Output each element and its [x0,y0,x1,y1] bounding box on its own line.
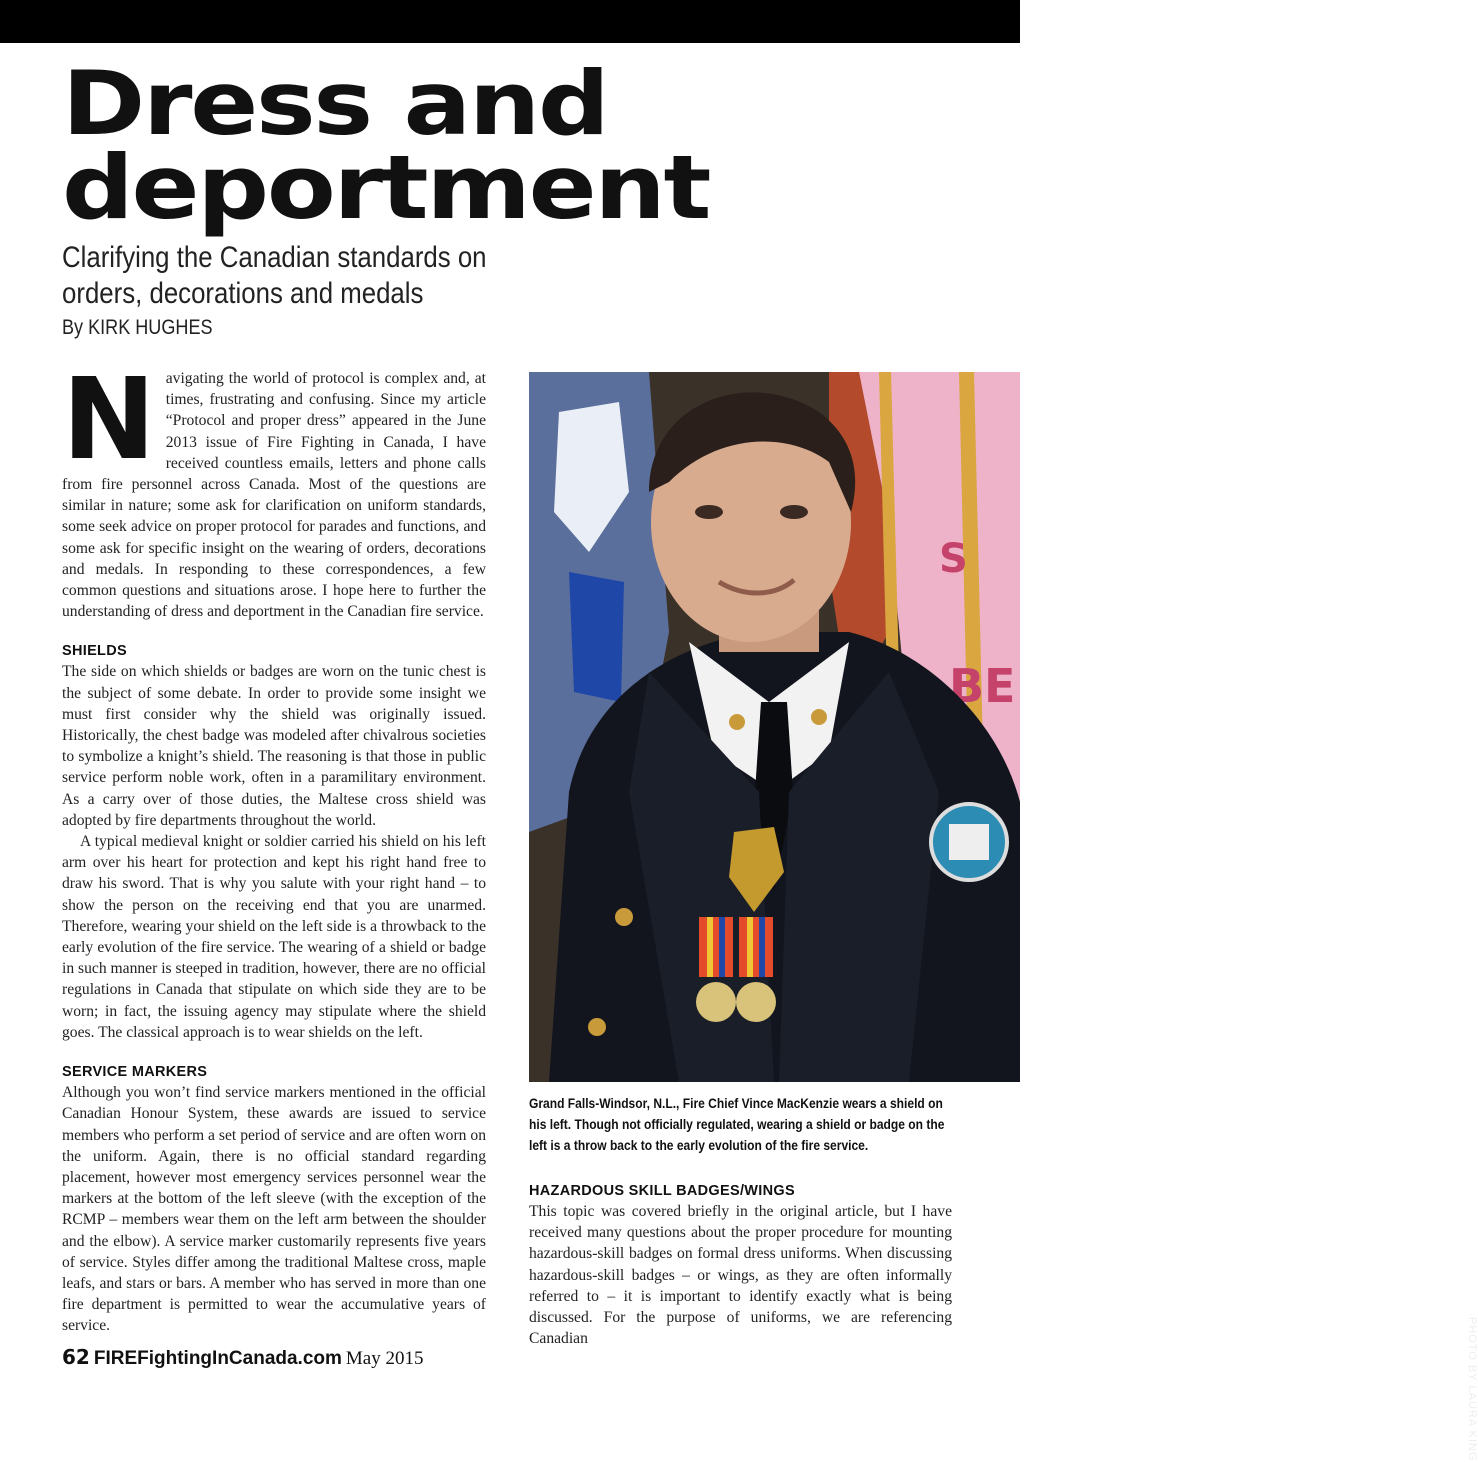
page-footer [62,1345,423,1370]
right-column [529,1181,952,1349]
shields-paragraph-2: A typical medieval knight or soldier carried his shield on his left arm over his heart for protection and kept his right hand free to draw his sword. That is why you salute with your right hand – to show the person on the receiving end that you are unarmed. Therefore, wearing your shield on the left side is a throwback to the early evolution of the fire service. The wearing of a shield or badge in such manner is steeped in tradition, however, there are no official regulations in Canada that stipulate on which side they are to be worn; in fact, the issuing agency may stipulate where the shield goes. The classical approach is to wear shields on the left. [62,833,486,1041]
service-markers-paragraph: Although you won’t find service markers mentioned in the official Canadian Honour System, these awards are issued to service members who perform a set period of service and are often worn on the uniform. Again, there is no official standard regarding placement, however most emergency services personnel wear the markers at the bottom of the left sleeve (with the exception of the RCMP – members wear them on the left arm between the shoulder and the elbow). A service marker customarily represents five years of service. Styles differ among the traditional Maltese cross, maple leafs, and stars or bars. A member who has served in more than one fire department is permitted to wear the accumulative years of service. [62,1084,486,1335]
section-heading-hazardous-skill-badges: HAZARDOUS SKILL BADGES/WINGS [529,1183,795,1199]
footer-site: FIREFightingInCanada.com [93,1348,342,1369]
left-column [62,355,486,1337]
photo-caption: Grand Falls-Windsor, N.L., Fire Chief Vince MacKenzie wears a shield on his left. Though not officially regulated, wearing a shield or badge on the left is a throw back to the early evolution of the fire service. [529,1095,945,1153]
article-subtitle: Clarifying the Canadian standards on orders, decorations and medals [62,241,487,310]
svg-text:S: S [939,536,968,582]
drop-cap: N [62,355,156,485]
section-heading-shields: SHIELDS [62,643,127,660]
section-heading-service-markers: SERVICE MARKERS [62,1064,208,1081]
fire-chief-portrait-illustration [529,372,1020,1082]
photo-credit: PHOTO BY LAURA KING [1466,1317,1478,1462]
title-line-2: deportment [62,136,710,239]
shields-paragraph-1: The side on which shields or badges are worn on the tunic chest is the subject of some debate. In order to provide some insight we must first consider why the shield was originally issued. Historically, the chest badge was modeled after chivalrous societies to symbolize a knight’s shield. The reasoning is that those in public service perform noble work, often in a paramilitary environment. As a carry over of those duties, the Maltese cross shield was adopted by fire departments throughout the world. [62,663,486,829]
hazardous-skill-paragraph: This topic was covered briefly in the original article, but I have received many questions about the proper procedure for mounting hazardous-skill badges on formal dress uniforms. When discussing hazardous-skill badges – or wings, as they are often informally referred to – it is important to identify exactly what is being discussed. For the purpose of uniforms, we are referencing Canadian [529,1203,952,1348]
top-black-bar [0,0,1020,43]
intro-text: avigating the world of protocol is complex and, at times, frustrating and confusing. Since my article “Protocol and proper dress” appeared in the June 2013 issue of Fire Fighting in Canada, I have received countless emails, letters and phone calls from fire personnel across Canada. Most of the questions are similar in nature; some ask for clarification on uniform standards, some seek advice on proper protocol for parades and functions, and some ask for specific insight on the wearing of orders, decorations and medals. In responding to these correspondences, a few common questions and situations arose. I hope here to further the understanding of dress and deportment in the Canadian fire service. [62,370,486,621]
footer-date: May 2015 [345,1348,424,1369]
byline: By KIRK HUGHES [62,316,213,339]
title-line-1: Dress and [62,52,608,155]
page-number: 62 [62,1345,90,1369]
article-title [62,52,710,239]
svg-text:BE: BE [949,659,1016,713]
intro-paragraph [62,355,486,622]
